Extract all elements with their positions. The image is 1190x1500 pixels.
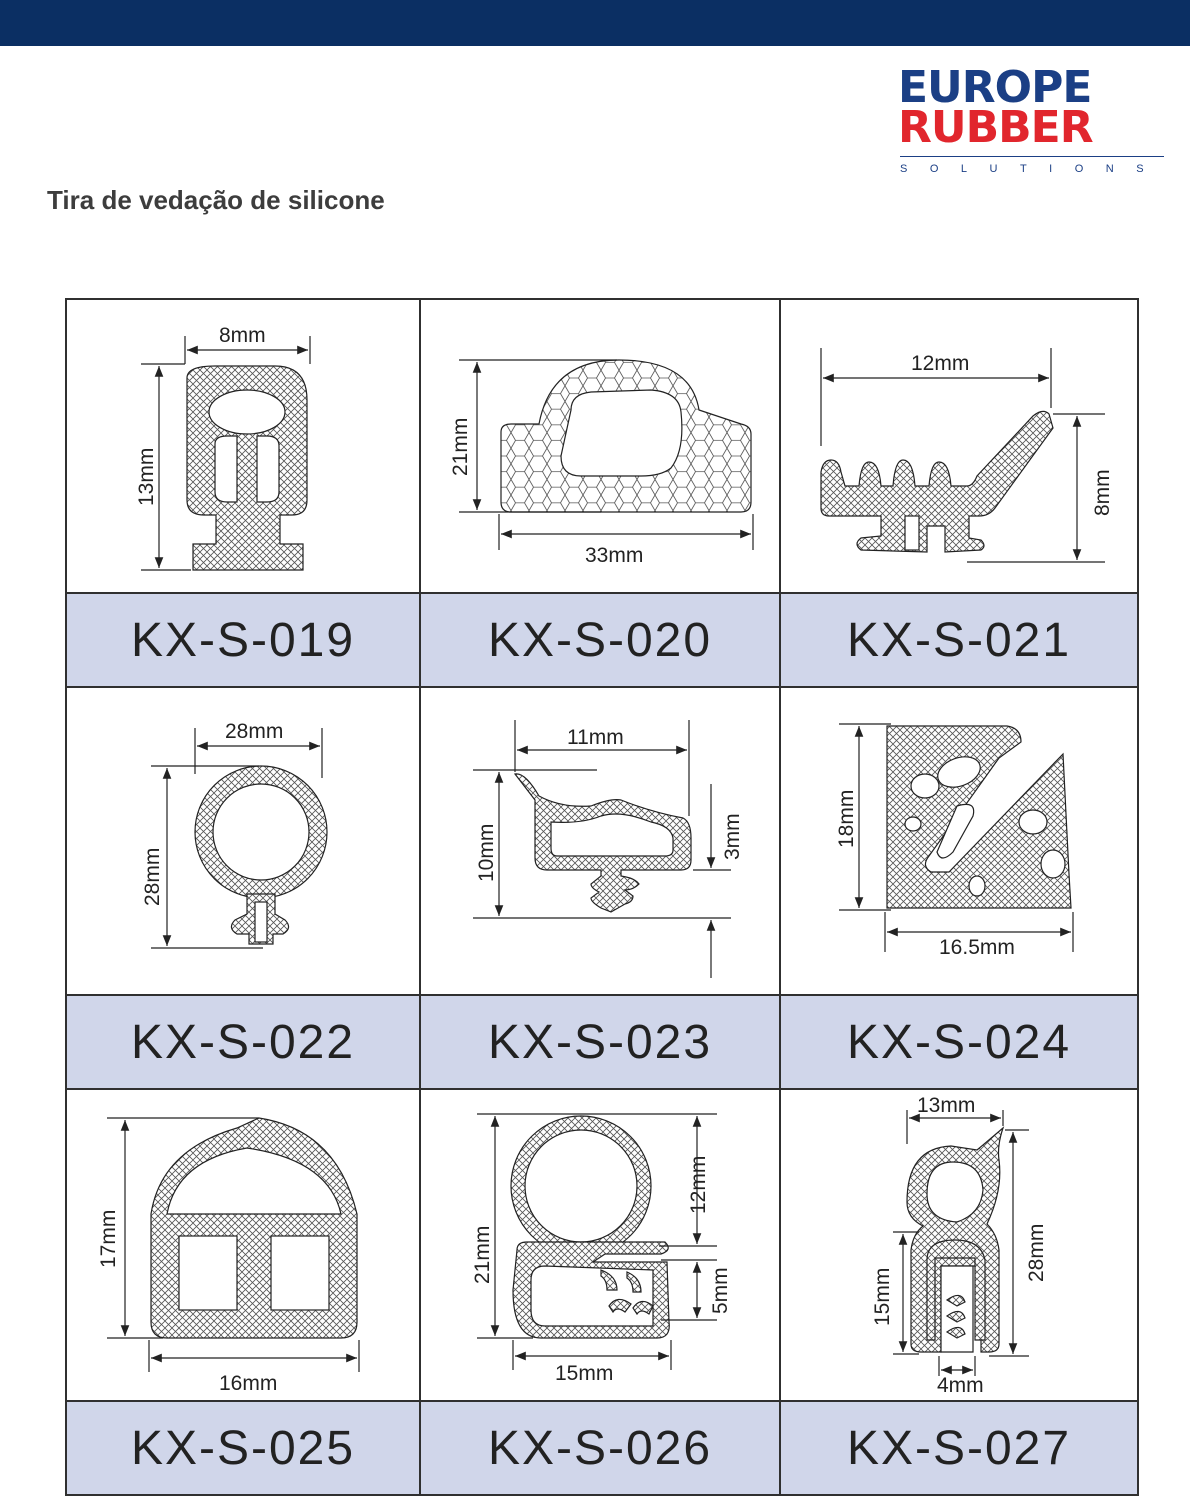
dimension-label: 21mm bbox=[449, 417, 472, 476]
europe-rubber-logo bbox=[896, 62, 1170, 182]
product-code-kx-s-019: KX-S-019 bbox=[65, 592, 421, 688]
product-image-kx-s-023 bbox=[419, 686, 781, 996]
dimension-label: 16.5mm bbox=[939, 936, 1015, 959]
dimension-label: 33mm bbox=[585, 544, 644, 567]
dimension-label: 4mm bbox=[937, 1374, 984, 1397]
dimension-label: 15mm bbox=[871, 1267, 894, 1326]
dimension-label: 13mm bbox=[917, 1094, 976, 1117]
logo-line-rubber: RUBBER bbox=[898, 102, 1093, 153]
logo-line-solutions: SOLUTIONS bbox=[900, 163, 1167, 175]
dimension-label: 5mm bbox=[709, 1267, 732, 1314]
product-grid bbox=[65, 298, 1139, 1498]
dimension-label: 3mm bbox=[721, 813, 744, 860]
product-code-kx-s-027: KX-S-027 bbox=[779, 1400, 1139, 1496]
product-code-kx-s-026: KX-S-026 bbox=[419, 1400, 781, 1496]
product-image-kx-s-024 bbox=[779, 686, 1139, 996]
product-image-kx-s-025 bbox=[65, 1088, 421, 1402]
product-image-kx-s-020 bbox=[419, 298, 781, 594]
product-image-kx-s-022 bbox=[65, 686, 421, 996]
dimension-label: 17mm bbox=[97, 1209, 120, 1268]
dimension-label: 28mm bbox=[225, 720, 284, 743]
dimension-label: 18mm bbox=[835, 789, 858, 848]
product-image-kx-s-021 bbox=[779, 298, 1139, 594]
product-image-kx-s-019 bbox=[65, 298, 421, 594]
product-image-kx-s-026 bbox=[419, 1088, 781, 1402]
dimension-label: 21mm bbox=[471, 1225, 494, 1284]
product-code-kx-s-025: KX-S-025 bbox=[65, 1400, 421, 1496]
logo-line-europe: EUROPE bbox=[898, 62, 1092, 113]
dimension-label: 8mm bbox=[219, 324, 266, 347]
product-code-kx-s-024: KX-S-024 bbox=[779, 994, 1139, 1090]
product-code-kx-s-020: KX-S-020 bbox=[419, 592, 781, 688]
document-title: Tira de vedação de silicone bbox=[47, 185, 385, 215]
dimension-label: 16mm bbox=[219, 1372, 278, 1395]
dimension-label: 12mm bbox=[911, 352, 970, 375]
dimension-label: 28mm bbox=[141, 847, 164, 906]
dimension-label: 28mm bbox=[1025, 1223, 1048, 1282]
product-code-kx-s-021: KX-S-021 bbox=[779, 592, 1139, 688]
product-code-kx-s-022: KX-S-022 bbox=[65, 994, 421, 1090]
product-code-kx-s-023: KX-S-023 bbox=[419, 994, 781, 1090]
product-image-kx-s-027 bbox=[779, 1088, 1139, 1402]
dimension-label: 11mm bbox=[567, 726, 624, 749]
header-bar bbox=[0, 0, 1190, 46]
dimension-label: 8mm bbox=[1091, 469, 1114, 516]
logo-rule bbox=[900, 156, 1164, 157]
dimension-label: 10mm bbox=[475, 823, 498, 882]
dimension-label: 13mm bbox=[135, 447, 158, 506]
dimension-label: 12mm bbox=[687, 1155, 710, 1214]
dimension-label: 15mm bbox=[555, 1362, 614, 1385]
